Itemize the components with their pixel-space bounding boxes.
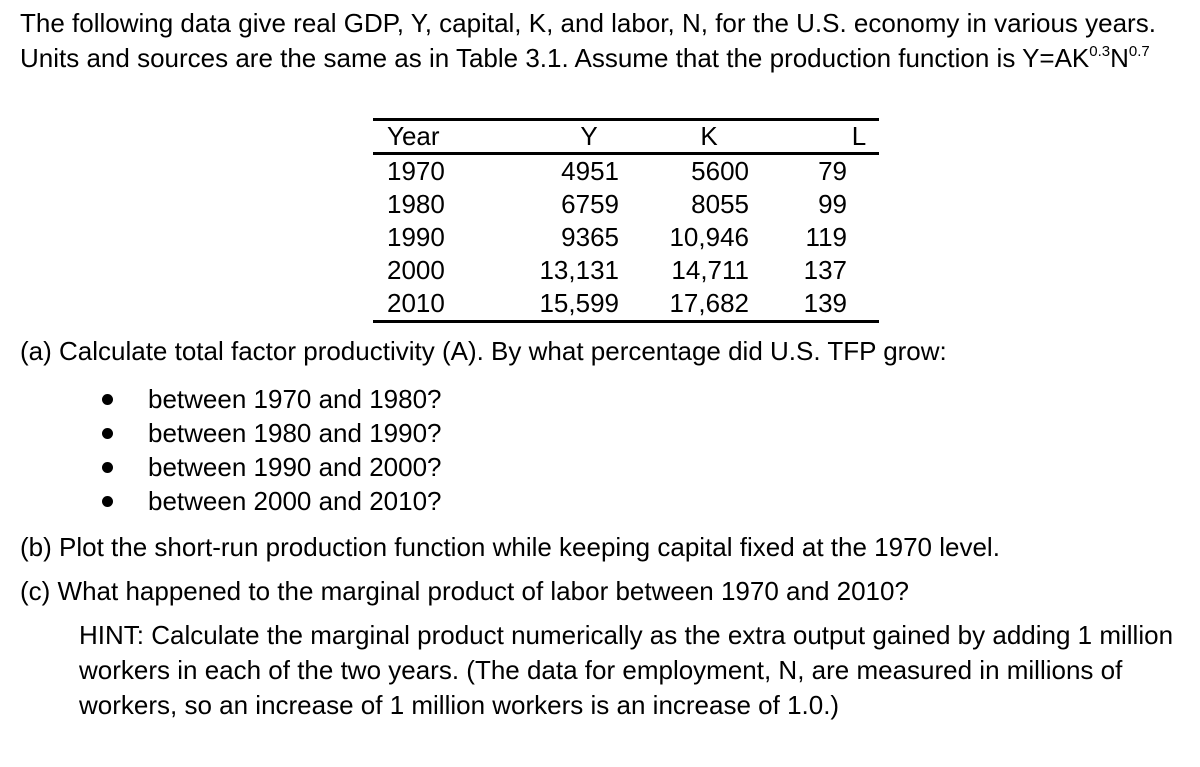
table-row	[373, 221, 879, 254]
cell-year: 1980	[387, 189, 445, 219]
cell-year: 1970	[387, 156, 445, 186]
cell-y: 4951	[561, 156, 619, 186]
labor-symbol: N	[1110, 43, 1129, 73]
table-row	[373, 188, 879, 221]
cell-k: 5600	[691, 156, 749, 186]
cell-l: 139	[749, 287, 879, 322]
cell-l: 119	[805, 222, 847, 252]
cell-year: 2000	[387, 255, 445, 285]
question-a: (a) Calculate total factor productivity (A). By what percentage did U.S. TFP grow:	[20, 336, 947, 366]
cell-k: 17,682	[619, 287, 749, 322]
labor-exponent: 0.7	[1128, 43, 1150, 60]
bullet-list	[98, 382, 442, 518]
list-item-text: between 1980 and 1990?	[148, 418, 442, 448]
cell-y: 9365	[561, 222, 619, 252]
data-table	[373, 118, 879, 323]
cell-k: 8055	[691, 189, 749, 219]
cell-y: 6759	[561, 189, 619, 219]
question-b: (b) Plot the short-run production function while keeping capital fixed at the 1970 level.	[20, 532, 1000, 562]
list-item	[98, 450, 442, 484]
cell-k: 10,946	[669, 222, 749, 252]
bullet-icon	[102, 496, 113, 507]
header-k: K	[619, 120, 749, 154]
cell-y: 15,599	[499, 287, 619, 322]
list-item-text: between 2000 and 2010?	[148, 486, 442, 516]
intro-text: The following data give real GDP, Y, capital, K, and labor, N, for the U.S. economy in various years. Units and sources are the same as in Table 3.1. Assume that the production function is Y=AK	[20, 8, 1156, 73]
hint-paragraph: HINT: Calculate the marginal product numerically as the extra output gained by adding 1 million workers in each of the two years. (The data for employment, N, are measured in millions of workers, so an increase of 1 million workers is an increase of 1.0.)	[79, 620, 1174, 720]
cell-k: 14,711	[671, 255, 749, 285]
capital-exponent: 0.3	[1089, 43, 1111, 60]
list-item	[98, 484, 442, 518]
intro-paragraph	[20, 6, 1185, 76]
list-item	[98, 416, 442, 450]
cell-y: 13,131	[539, 255, 619, 285]
header-y: Y	[499, 120, 619, 154]
bullet-icon	[102, 428, 113, 439]
list-item-text: between 1970 and 1980?	[148, 384, 442, 414]
cell-l: 137	[803, 255, 847, 285]
table-header-row	[373, 120, 879, 154]
cell-l: 99	[818, 189, 847, 219]
table-row	[373, 154, 879, 189]
header-year: Year	[373, 120, 499, 154]
question-c: (c) What happened to the marginal product of labor between 1970 and 2010?	[20, 576, 909, 606]
list-item-text: between 1990 and 2000?	[148, 452, 442, 482]
cell-year: 1990	[387, 222, 445, 252]
bullet-icon	[102, 394, 113, 405]
header-l: L	[749, 120, 879, 154]
table-row	[373, 287, 879, 322]
cell-year: 2010	[373, 287, 499, 322]
cell-l: 79	[818, 156, 847, 186]
table-row	[373, 254, 879, 287]
list-item	[98, 382, 442, 416]
bullet-icon	[102, 462, 113, 473]
data-table-container	[373, 118, 879, 323]
